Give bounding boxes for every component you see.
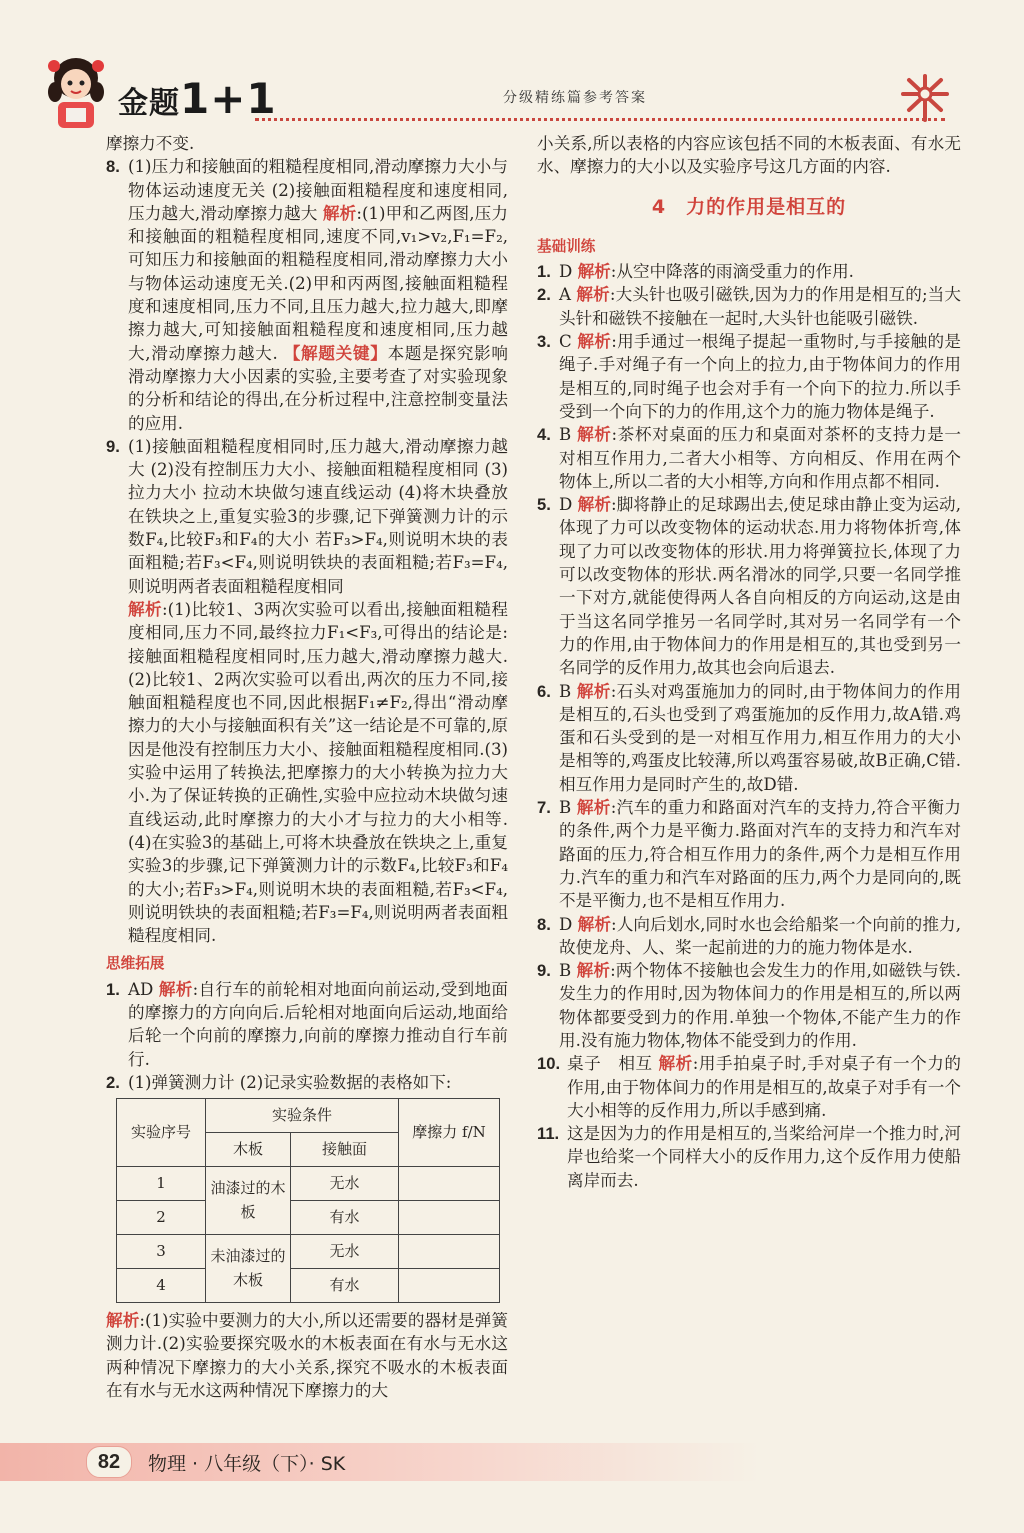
table-row bbox=[117, 1235, 500, 1269]
item-answer: B bbox=[559, 425, 578, 445]
basic-item-9 bbox=[537, 959, 961, 1052]
item-number: 5. bbox=[537, 495, 551, 515]
item-number: 2. bbox=[106, 1072, 120, 1092]
item-answer: A bbox=[559, 285, 577, 305]
analysis-text: :自行车的前轮相对地面向前运动,受到地面的摩擦力的方向向后.后轮相对地面向后运动,地面给后轮一个向前的摩擦力,向前的摩擦力推动自行车前行. bbox=[128, 979, 508, 1069]
basic-item-10 bbox=[537, 1052, 961, 1122]
cell-board: 油漆过的木板 bbox=[206, 1167, 291, 1235]
item-answer: B bbox=[559, 798, 577, 818]
analysis-text: :石头对鸡蛋施加力的同时,由于物体间力的作用是相互的,石头也受到了鸡蛋施加的反作用力,故A错.鸡蛋和石头受到的是一对相互作用力,相互作用力的大小是相等的,鸡蛋皮比较薄,所以鸡蛋容易破,故B正确,C错.相互作用力是同时产生的,故D错. bbox=[559, 681, 961, 794]
key-point-text: 本题是探究影响滑动摩擦力大小因素的实验,主要考查了对实验现象的分析和结论的得出,在分析过程中,注意控制变量法的应用. bbox=[128, 343, 509, 433]
basic-item-7 bbox=[537, 796, 961, 912]
item-number: 9. bbox=[106, 436, 120, 456]
item-number: 10. bbox=[537, 1054, 561, 1074]
item-answer: B bbox=[559, 681, 577, 701]
item-answer: 这是因为力的作用是相互的,当桨给河岸一个推力时,河岸也给桨一个同样大小的反作用力,这个反作用力使船离岸而去. bbox=[567, 1124, 961, 1190]
item-answer: 桌子 相互 bbox=[567, 1054, 659, 1074]
header-seq: 实验序号 bbox=[117, 1099, 206, 1167]
item-answer: (1)接触面粗糙程度相同时,压力越大,滑动摩擦力越大 (2)没有控制压力大小、接触面粗糙程度相同 (3)拉力大小 拉动木块做匀速直线运动 (4)将木块叠放在铁块之上,重复实验3的步骤,记下弹簧测力计的示数F₄,比较F₃和F₄的大小 若F₃>F₄,则说明木块的表面粗糙;若F₃<F₄,则说明铁块的表面粗糙;若F₃=F₄,则说明两者表面粗糙程度相同 bbox=[128, 436, 508, 596]
item-answer: D bbox=[559, 495, 578, 515]
section-heading-basic: 基础训练 bbox=[537, 237, 596, 255]
cell-surface: 有水 bbox=[291, 1269, 399, 1303]
table-row bbox=[117, 1201, 500, 1235]
item-number: 2. bbox=[537, 285, 551, 305]
key-point-label: 【解题关键】 bbox=[283, 342, 388, 363]
header-subtitle: 分级精练篇参考答案 bbox=[503, 90, 647, 106]
right-column bbox=[537, 132, 961, 1192]
analysis-text: :(1)甲和乙两图,压力和接触面的粗糙程度相同,速度不同,v₁>v₂,F₁=F₂,可知压力和接触面的粗糙程度相同,滑动摩擦力大小与物体运动速度无关.(2)甲和丙两图,接触面粗糙程度和速度相同,压力不同,且压力越大,拉力越大,即摩擦力越大,可知接触面粗糙程度和速度相同,压力越大,滑动摩擦力越大. bbox=[128, 203, 508, 363]
chapter-title: 4 力的作用是相互的 bbox=[651, 195, 847, 218]
basic-training-list bbox=[537, 260, 961, 1192]
cell-surface: 无水 bbox=[291, 1235, 399, 1269]
analysis-label: 解析 bbox=[576, 680, 611, 701]
page-number: 82 bbox=[86, 1446, 132, 1478]
cell-surface: 无水 bbox=[291, 1167, 399, 1201]
cell-seq: 1 bbox=[117, 1167, 206, 1201]
analysis-text: :脚将静止的足球踢出去,使足球由静止变为运动,体现了力可以改变物体的运动状态.用力将物体折弯,体现了力可以改变物体的形状.用力将弹簧拉长,体现了力可以改变物体的形状.两名滑冰的同学,只要一名同学推一下对方,就能使得两人各自向相反的方向运动,这是由于当这名同学推另一名同学时,其对另一名同学有一个力的作用,由于物体间力的作用是相互的,其也受到另一名同学的反作用力,故其也会向后退去. bbox=[559, 495, 961, 678]
header-board: 木板 bbox=[206, 1133, 291, 1167]
item-answer: D bbox=[559, 262, 578, 282]
basic-item-8 bbox=[537, 913, 961, 960]
cell-friction bbox=[399, 1235, 500, 1269]
thinking-item-1 bbox=[106, 978, 508, 1071]
continued-text: 小关系,所以表格的内容应该包括不同的木板表面、有水无水、摩擦力的大小以及实验序号这几方面的内容. bbox=[537, 134, 961, 177]
basic-item-3 bbox=[537, 330, 961, 423]
analysis-text: :汽车的重力和路面对汽车的支持力,符合平衡力的条件,两个力是平衡力.路面对汽车的支持力和汽车对路面的压力,符合相互作用力的条件,两个力是相互作用力.汽车的重力和汽车对路面的压力,两个力是同向的,既不是平衡力,也不是相互作用力. bbox=[559, 798, 961, 911]
item-number: 1. bbox=[537, 262, 551, 282]
brand-number: 1+1 bbox=[180, 74, 277, 123]
analysis-label: 解析 bbox=[128, 598, 163, 619]
analysis-label: 解析 bbox=[577, 494, 612, 515]
brand-text: 金题 bbox=[118, 86, 180, 121]
header-dotted-rule bbox=[255, 118, 945, 121]
analysis-text: :(1)比较1、3两次实验可以看出,接触面粗糙程度相同,压力不同,最终拉力F₁<F₃,可得出的结论是:接触面粗糙程度相同时,压力越大,滑动摩擦力越大.(2)比较1、2两次实验可以看出,两次的压力不同,接触面粗糙程度也不同,因此根据F₁≠F₂,得出“滑动摩擦力的大小与接触面积有关”这一结论是不可靠的,原因是他没有控制压力大小、接触面粗糙程度相同.(3)实验中运用了转换法,把摩擦力的大小转换为拉力大小.为了保证转换的正确性,实验中应拉动木块做匀速直线运动,此时摩擦力的大小才与拉力的大小相等.(4)在实验3的基础上,可将木块叠放在铁块之上,重复实验3的步骤,记下弹簧测力计的示数F₄,比较F₃和F₄的大小;若F₃>F₄,则说明木块的表面粗糙,若F₃<F₄,则说明铁块的表面粗糙;若F₃=F₄,则说明两者表面粗糙程度相同. bbox=[128, 599, 509, 946]
analysis-label: 解析 bbox=[577, 331, 612, 352]
analysis-label: 解析 bbox=[322, 202, 357, 223]
header-friction: 摩擦力 f/N bbox=[399, 1099, 500, 1167]
analysis-text: :人向后划水,同时水也会给船桨一个向前的推力,故使龙舟、人、桨一起前进的力的施力物体是水. bbox=[559, 914, 961, 957]
basic-item-6 bbox=[537, 680, 961, 796]
analysis-label: 解析 bbox=[577, 261, 611, 282]
cartoon-girl-logo-icon bbox=[40, 52, 112, 130]
basic-item-4 bbox=[537, 423, 961, 493]
item-number: 8. bbox=[106, 157, 120, 177]
analysis-text: :大头针也吸引磁铁,因为力的作用是相互的;当大头针和磁铁不接触在一起时,大头针也能吸引磁铁. bbox=[559, 285, 961, 328]
table-row bbox=[117, 1269, 500, 1303]
thinking-item-2 bbox=[106, 1071, 508, 1094]
cell-seq: 2 bbox=[117, 1201, 206, 1235]
header-conditions: 实验条件 bbox=[206, 1099, 399, 1133]
analysis-label: 解析 bbox=[576, 284, 610, 305]
analysis-label: 解析 bbox=[576, 960, 611, 981]
item-number: 8. bbox=[537, 914, 551, 934]
cell-friction bbox=[399, 1167, 500, 1201]
analysis-label: 解析 bbox=[576, 797, 611, 818]
page-header bbox=[0, 0, 1024, 135]
answer-item-9 bbox=[106, 435, 508, 948]
brand-logo bbox=[118, 74, 277, 123]
cell-friction bbox=[399, 1269, 500, 1303]
analysis-text: :茶杯对桌面的压力和桌面对茶杯的支持力是一对相互作用力,二者大小相等、方向相反、作用在两个物体上,所以二者的大小相等,方向和作用点都不相同. bbox=[559, 425, 962, 491]
analysis-text: :用手通过一根绳子提起一重物时,与手接触的是绳子.手对绳子有一个向上的拉力,由于物体间力的作用是相互的,同时绳子也会对手有一个向下的拉力.所以手受到一个向下的力的作用,这个力的施力物体是绳子. bbox=[559, 332, 961, 421]
item-number: 6. bbox=[537, 681, 551, 701]
footer-subject: 物理 · 八年级（下）· SK bbox=[148, 1453, 346, 1475]
basic-item-11 bbox=[537, 1122, 961, 1192]
basic-item-5 bbox=[537, 493, 961, 679]
analysis-label: 解析 bbox=[658, 1053, 693, 1074]
thinking-item-2-analysis bbox=[106, 1309, 508, 1402]
basic-item-1 bbox=[537, 260, 961, 283]
item-answer: B bbox=[559, 961, 577, 981]
table-row bbox=[117, 1167, 500, 1201]
item-number: 7. bbox=[537, 798, 551, 818]
analysis-text: :从空中降落的雨滴受重力的作用. bbox=[610, 262, 854, 282]
answer-item-8 bbox=[106, 155, 508, 435]
item-answer: (1)弹簧测力计 (2)记录实验数据的表格如下: bbox=[128, 1072, 452, 1092]
cell-surface: 有水 bbox=[291, 1201, 399, 1235]
analysis-label: 解析 bbox=[577, 913, 612, 934]
item-number: 9. bbox=[537, 961, 551, 981]
analysis-label: 解析 bbox=[158, 978, 193, 999]
cell-seq: 3 bbox=[117, 1235, 206, 1269]
header-surface: 接触面 bbox=[291, 1133, 399, 1167]
item-answer: AD bbox=[128, 979, 159, 999]
item-answer: (1)压力和接触面的粗糙程度相同,滑动摩擦力大小与物体运动速度无关 (2)接触面粗糙程度和速度相同,压力越大,滑动摩擦力越大 bbox=[128, 157, 508, 223]
cell-board: 未油漆过的木板 bbox=[206, 1235, 291, 1303]
continued-text: 摩擦力不变. bbox=[106, 134, 195, 153]
analysis-text: :两个物体不接触也会发生力的作用,如磁铁与铁.发生力的作用时,因为物体间力的作用是相互的,所以两物体都要受到力的作用.单独一个物体,不能产生力的作用.没有施力物体,物体不能受到力的作用. bbox=[559, 961, 961, 1050]
basic-item-2 bbox=[537, 283, 961, 330]
analysis-text: :(1)实验中要测力的大小,所以还需要的器材是弹簧测力计.(2)实验要探究吸水的木板表面在有水与无水这两种情况下摩擦力的大小关系,探究不吸水的木板表面在有水与无水这两种情况下摩擦力的大 bbox=[106, 1311, 509, 1401]
analysis-label: 解析 bbox=[106, 1310, 140, 1331]
item-number: 3. bbox=[537, 332, 551, 352]
item-answer: C bbox=[559, 332, 578, 352]
item-number: 4. bbox=[537, 425, 551, 445]
cell-seq: 4 bbox=[117, 1269, 206, 1303]
left-column bbox=[106, 132, 508, 1402]
section-heading-thinking: 思维拓展 bbox=[106, 955, 165, 973]
item-number: 1. bbox=[106, 979, 120, 999]
analysis-text: :用手拍桌子时,手对桌子有一个力的作用,由于物体间力的作用是相互的,故桌子对手有一个大小相等的反作用力,所以手感到痛. bbox=[567, 1054, 962, 1120]
item-answer: D bbox=[559, 914, 578, 934]
cell-friction bbox=[399, 1201, 500, 1235]
experiment-table bbox=[116, 1098, 500, 1303]
decorative-star-icon bbox=[895, 72, 955, 122]
item-number: 11. bbox=[537, 1124, 560, 1144]
analysis-label: 解析 bbox=[577, 424, 612, 445]
